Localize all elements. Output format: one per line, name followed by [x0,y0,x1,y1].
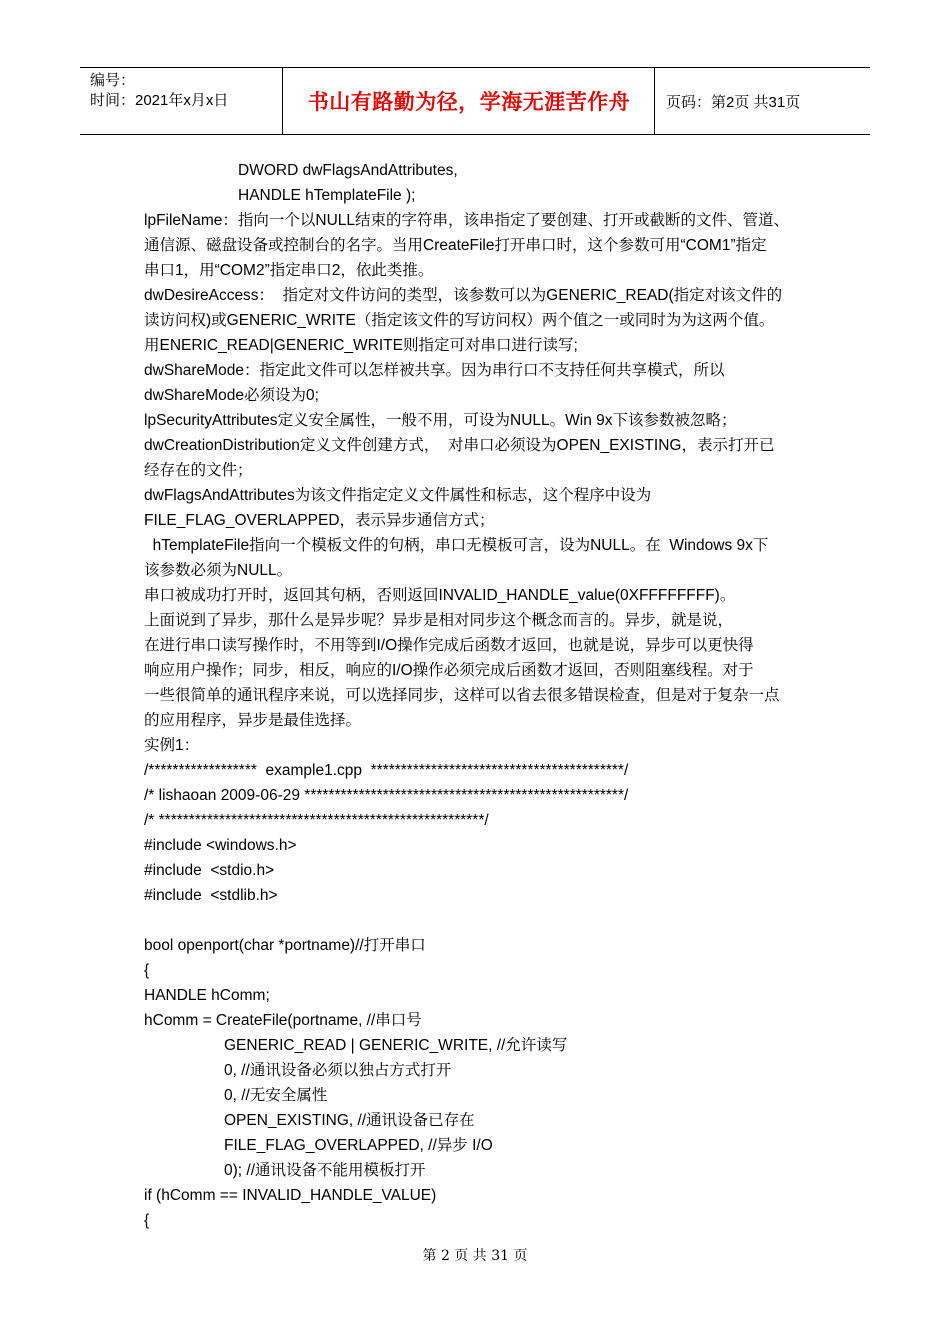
text-line: 读访问权)或GENERIC_WRITE（指定该文件的写访问权）两个值之一或同时为为这两个值。 [144,312,775,329]
text-line: FILE_FLAG_OVERLAPPED, //异步 I/O [224,1137,493,1154]
text-line: if (hComm == INVALID_HANDLE_VALUE) [144,1187,437,1204]
text-line: FILE_FLAG_OVERLAPPED，表示异步通信方式； [144,512,495,529]
text-line: GENERIC_READ | GENERIC_WRITE, //允许读写 [224,1037,568,1054]
header-page-info: 页码：第2页 共31页 [666,93,801,111]
text-line: /* ******************************************************/ [144,812,489,829]
text-line: 用ENERIC_READ|GENERIC_WRITE则指定可对串口进行读写; [144,337,578,354]
header-motto: 书山有路勤为径，学海无涯苦作舟 [307,91,631,114]
text-line [144,908,814,933]
text-line: dwCreationDistribution定义文件创建方式， 对串口必须设为OPEN_EXISTING，表示打开已 [144,437,775,454]
text-line: 通信源、磁盘设备或控制台的名字。当用CreateFile打开串口时，这个参数可用“COM1”指定 [144,237,767,254]
document-date: 时间：2021年x月x日 [90,92,229,109]
text-line: { [144,962,150,979]
text-line: { [144,1212,150,1229]
text-line: /****************** example1.cpp ******************************************/ [144,762,629,779]
text-line: 0, //无安全属性 [224,1087,328,1104]
text-line: 在进行串口读写操作时，不用等到I/O操作完成后函数才返回，也就是说，异步可以更快得 [144,637,754,654]
page-footer: 第 2 页 共 31 页 [422,1248,528,1264]
text-line: 实例1： [144,737,200,754]
document-number-label: 编号： [90,72,136,89]
text-line: DWORD dwFlagsAndAttributes, [238,162,458,179]
text-line: #include <stdlib.h> [144,887,278,904]
text-line: #include <windows.h> [144,837,297,854]
text-line: lpSecurityAttributes定义安全属性，一般不用，可设为NULL。Win 9x下该参数被忽略； [144,412,737,429]
text-line: dwFlagsAndAttributes为该文件指定定义文件属性和标志，这个程序中设为 [144,487,652,504]
document-body [144,158,814,1233]
text-line: bool openport(char *portname)//打开串口 [144,937,426,954]
text-line: dwShareMode必须设为0; [144,387,319,404]
text-line: #include <stdio.h> [144,862,275,879]
text-line: hComm = CreateFile(portname, //串口号 [144,1012,422,1029]
text-line: 一些很简单的通讯程序来说，可以选择同步，这样可以省去很多错误检查，但是对于复杂一点 [144,687,780,704]
text-line: 的应用程序，异步是最佳选择。 [144,712,362,729]
text-line: 响应用户操作；同步，相反，响应的I/O操作必须完成后函数才返回，否则阻塞线程。对于 [144,662,754,679]
text-line: HANDLE hComm; [144,987,270,1004]
text-line: lpFileName：指向一个以NULL结束的字符串，该串指定了要创建、打开或截断的文件、管道、 [144,212,790,229]
text-line: HANDLE hTemplateFile ); [238,187,416,204]
text-line: 经存在的文件； [144,462,253,479]
text-line: 该参数必须为NULL。 [144,562,293,579]
page-header [80,67,870,135]
text-line: 串口1，用“COM2”指定串口2，依此类推。 [144,262,434,279]
text-line: OPEN_EXISTING, //通讯设备已存在 [224,1112,475,1129]
text-line: /* lishaoan 2009-06-29 *****************************************************/ [144,787,629,804]
header-meta [90,71,228,111]
text-line: hTemplateFile指向一个模板文件的句柄，串口无模板可言，设为NULL。在 Windows 9x下 [144,537,769,554]
text-line: dwShareMode：指定此文件可以怎样被共享。因为串行口不支持任何共享模式，所以 [144,362,725,379]
text-line: 0); //通讯设备不能用模板打开 [224,1162,426,1179]
text-line: dwDesireAccess： 指定对文件访问的类型，该参数可以为GENERIC_READ(指定对该文件的 [144,287,783,304]
text-line: 0, //通讯设备必须以独占方式打开 [224,1062,452,1079]
text-line: 上面说到了异步，那什么是异步呢？异步是相对同步这个概念而言的。异步，就是说， [144,612,734,629]
text-line: 串口被成功打开时，返回其句柄，否则返回INVALID_HANDLE_value(0XFFFFFFFF)。 [144,587,736,604]
